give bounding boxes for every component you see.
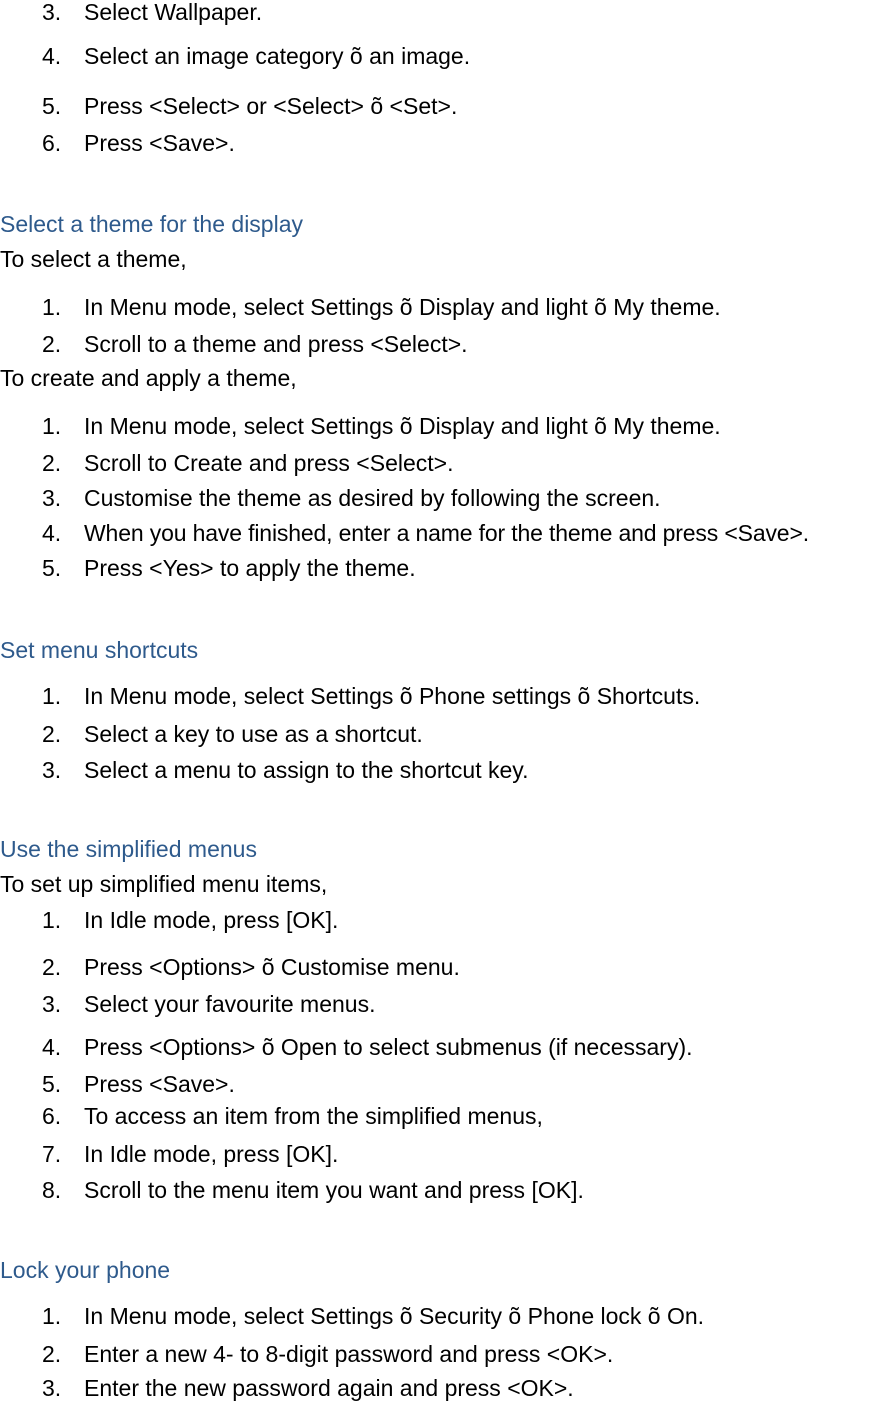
list-text: Enter a new 4- to 8-digit password and press <OK>.	[84, 1341, 614, 1367]
list-number: 2.	[42, 721, 62, 747]
list-number: 2.	[42, 331, 62, 357]
list-text: Select your favourite menus.	[84, 991, 376, 1017]
list-number: 4.	[42, 43, 62, 69]
list-number: 1.	[42, 413, 62, 439]
list-number: 2.	[42, 1341, 62, 1367]
list-text: Select a key to use as a shortcut.	[84, 721, 423, 747]
paragraph: To select a theme,	[0, 246, 187, 272]
list-number: 4.	[42, 1034, 62, 1060]
list-number: 3.	[42, 485, 62, 511]
list-text: Enter the new password again and press <OK>.	[84, 1375, 574, 1401]
list-number: 5.	[42, 93, 62, 119]
list-text: In Idle mode, press [OK].	[84, 1141, 339, 1167]
list-text: In Menu mode, select Settings õ Security õ Phone lock õ On.	[84, 1303, 705, 1329]
list-text: Select Wallpaper.	[84, 0, 263, 25]
list-text: To access an item from the simplified menus,	[84, 1103, 543, 1129]
list-text: Scroll to Create and press <Select>.	[84, 450, 454, 476]
section-heading-simplified: Use the simplified menus	[0, 836, 257, 862]
section-heading-lock: Lock your phone	[0, 1257, 171, 1283]
list-number: 1.	[42, 1303, 62, 1329]
list-number: 2.	[42, 450, 62, 476]
list-text: Press <Options> õ Customise menu.	[84, 954, 460, 980]
list-number: 5.	[42, 1071, 62, 1097]
list-text: Press <Options> õ Open to select submenus (if necessary).	[84, 1034, 693, 1060]
paragraph: To create and apply a theme,	[0, 365, 297, 391]
list-text: When you have finished, enter a name for the theme and press <Save>.	[84, 520, 809, 546]
list-number: 3.	[42, 991, 62, 1017]
list-number: 2.	[42, 954, 62, 980]
list-number: 7.	[42, 1141, 62, 1167]
list-text: Scroll to the menu item you want and press [OK].	[84, 1177, 584, 1203]
list-number: 8.	[42, 1177, 62, 1203]
list-number: 5.	[42, 555, 62, 581]
list-number: 4.	[42, 520, 62, 546]
list-number: 1.	[42, 907, 62, 933]
list-text: In Menu mode, select Settings õ Display and light õ My theme.	[84, 294, 721, 320]
list-text: Scroll to a theme and press <Select>.	[84, 331, 468, 357]
list-text: Press <Save>.	[84, 1071, 235, 1097]
section-heading-shortcuts: Set menu shortcuts	[0, 637, 199, 663]
paragraph: To set up simplified menu items,	[0, 871, 328, 897]
list-text: In Menu mode, select Settings õ Phone settings õ Shortcuts.	[84, 683, 701, 709]
section-heading-theme: Select a theme for the display	[0, 211, 303, 237]
list-number: 3.	[42, 1375, 62, 1401]
list-number: 1.	[42, 683, 62, 709]
list-text: Select a menu to assign to the shortcut key.	[84, 757, 529, 783]
list-number: 3.	[42, 757, 62, 783]
list-number: 6.	[42, 1103, 62, 1129]
list-number: 6.	[42, 130, 62, 156]
list-text: In Idle mode, press [OK].	[84, 907, 339, 933]
list-text: In Menu mode, select Settings õ Display and light õ My theme.	[84, 413, 721, 439]
list-text: Press <Save>.	[84, 130, 235, 156]
list-text: Press <Select> or <Select> õ <Set>.	[84, 93, 458, 119]
list-number: 1.	[42, 294, 62, 320]
list-text: Select an image category õ an image.	[84, 43, 471, 69]
list-number: 3.	[42, 0, 62, 25]
list-text: Customise the theme as desired by following the screen.	[84, 485, 661, 511]
list-text: Press <Yes> to apply the theme.	[84, 555, 416, 581]
